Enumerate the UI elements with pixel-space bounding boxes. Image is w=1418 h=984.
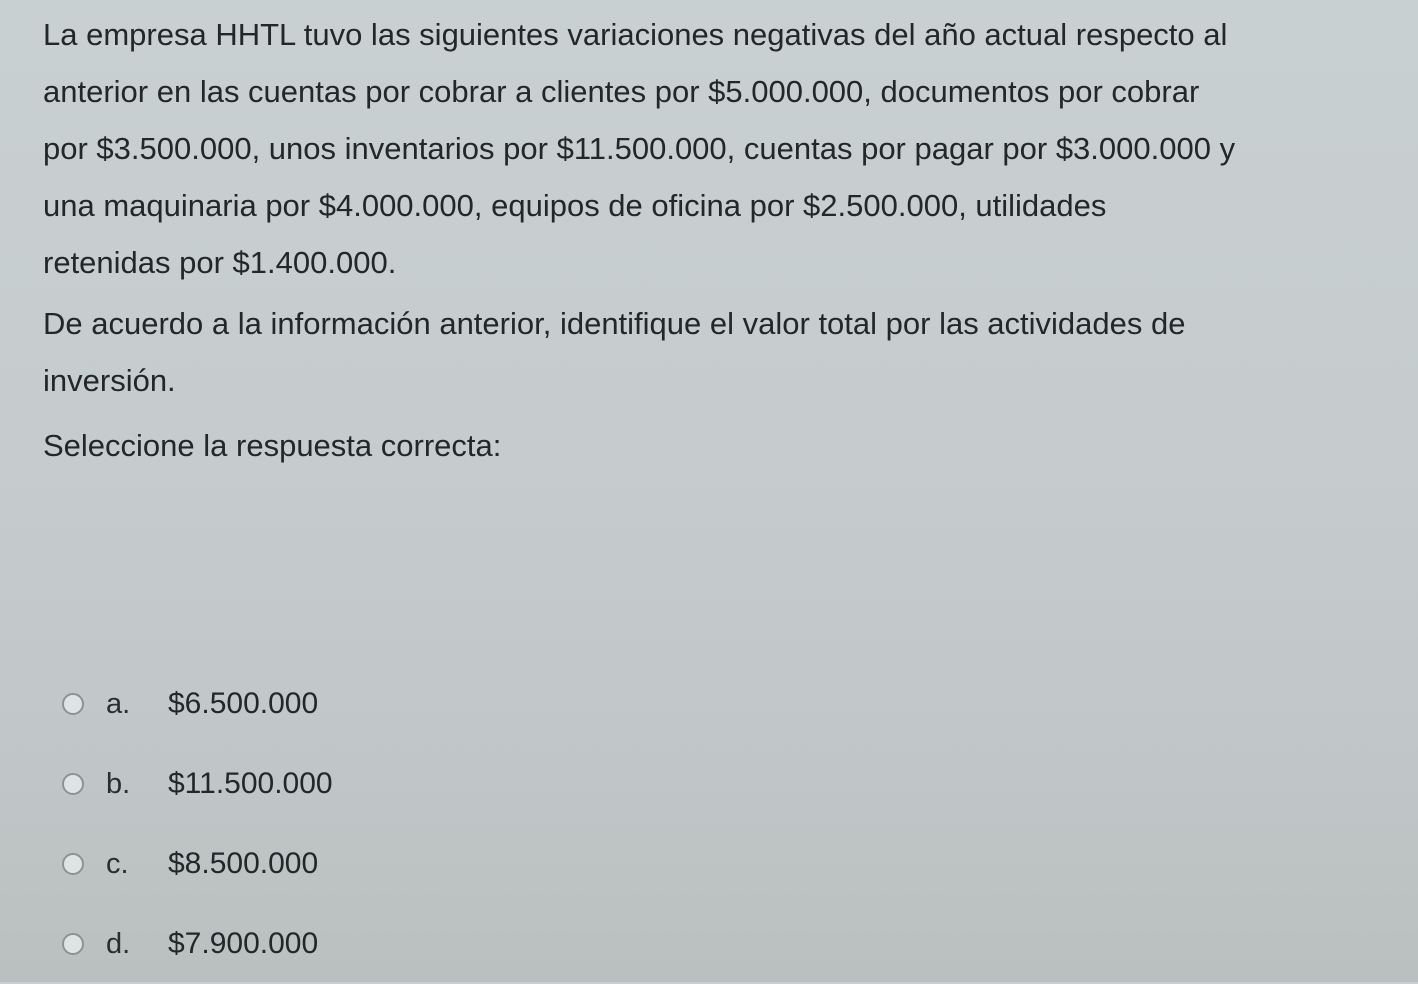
- question-line: una maquinaria por $4.000.000, equipos de oficina por $2.500.000, utilidades: [43, 188, 1107, 223]
- question-line: inversión.: [43, 363, 176, 398]
- radio-button[interactable]: [62, 693, 84, 715]
- answer-option-a[interactable]: [62, 664, 662, 744]
- answer-value: $11.500.000: [168, 767, 333, 800]
- answer-prompt: Seleccione la respuesta correcta:: [43, 428, 502, 463]
- question-line: retenidas por $1.400.000.: [43, 245, 397, 280]
- radio-button[interactable]: [62, 773, 84, 795]
- radio-button[interactable]: [62, 933, 84, 955]
- answer-value: $7.900.000: [168, 927, 319, 960]
- question-line: La empresa HHTL tuvo las siguientes variaciones negativas del año actual respecto al: [43, 17, 1228, 52]
- question-paragraph-2: [43, 295, 1403, 409]
- answer-options: [62, 664, 662, 984]
- answer-option-b[interactable]: [62, 744, 662, 824]
- answer-value: $8.500.000: [168, 847, 319, 880]
- answer-letter: c.: [106, 847, 129, 880]
- question-line: por $3.500.000, unos inventarios por $11.500.000, cuentas por pagar por $3.000.000 y: [43, 131, 1236, 166]
- answer-letter: a.: [106, 687, 131, 720]
- answer-value: $6.500.000: [168, 687, 319, 720]
- answer-option-c[interactable]: [62, 824, 662, 904]
- answer-letter: b.: [106, 767, 131, 800]
- question-line: De acuerdo a la información anterior, identifique el valor total por las actividades de: [43, 306, 1186, 341]
- question-text: [43, 6, 1403, 474]
- answer-option-d[interactable]: [62, 904, 662, 984]
- question-paragraph-1: [43, 6, 1403, 291]
- answer-letter: d.: [106, 927, 131, 960]
- radio-button[interactable]: [62, 853, 84, 875]
- question-line: anterior en las cuentas por cobrar a clientes por $5.000.000, documentos por cobrar: [43, 74, 1200, 109]
